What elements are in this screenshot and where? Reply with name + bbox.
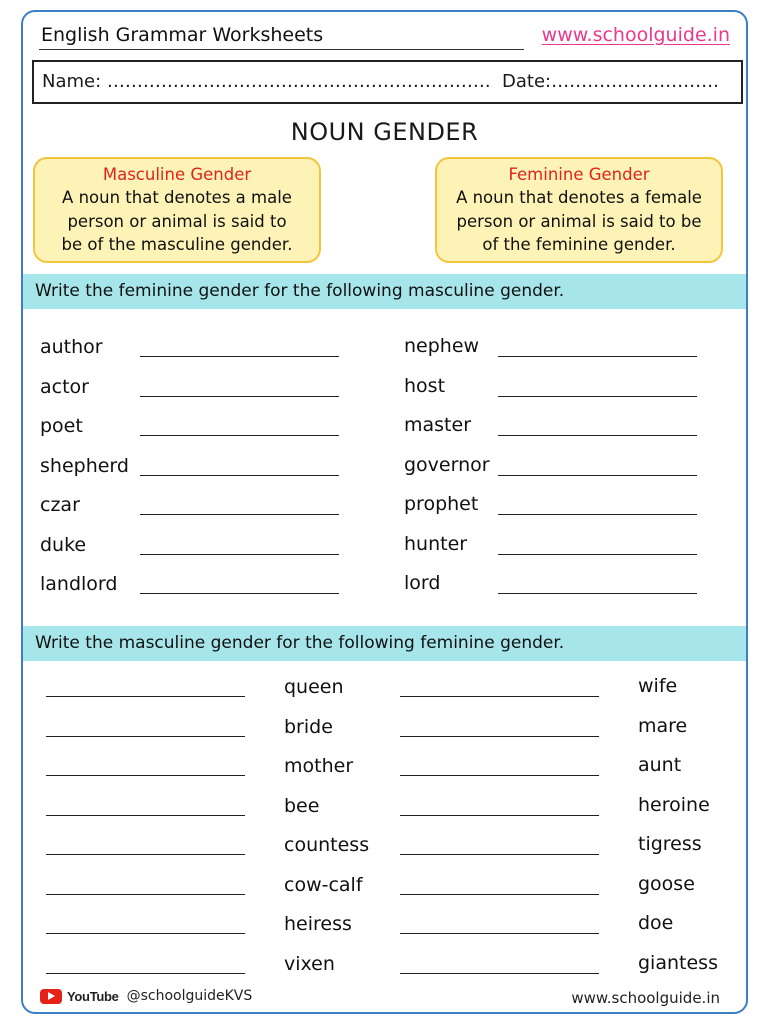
- masculine-word: nephew: [404, 335, 480, 357]
- masculine-answer-blank[interactable]: [400, 736, 599, 737]
- feminine-word: vixen: [284, 952, 335, 975]
- feminine-answer-blank[interactable]: [140, 593, 339, 594]
- masculine-answer-blank[interactable]: [46, 775, 245, 776]
- masculine-word: poet: [40, 415, 83, 437]
- masculine-heading: Masculine Gender: [102, 165, 252, 184]
- feminine-answer-blank[interactable]: [498, 435, 697, 436]
- masculine-definition-line: A noun that denotes a male: [62, 188, 292, 207]
- masculine-answer-blank[interactable]: [400, 854, 599, 855]
- masculine-word: host: [404, 374, 446, 397]
- feminine-answer-blank[interactable]: [140, 514, 339, 515]
- masculine-definition-line: person or animal is said to: [67, 211, 287, 231]
- feminine-word: doe: [638, 912, 674, 934]
- feminine-word: tigress: [638, 833, 702, 855]
- feminine-heading: Feminine Gender: [508, 165, 650, 184]
- feminine-answer-blank[interactable]: [498, 396, 697, 397]
- masculine-answer-blank[interactable]: [400, 815, 599, 816]
- youtube-handle: @schoolguideKVS: [126, 988, 253, 1004]
- masculine-answer-blank[interactable]: [46, 736, 245, 737]
- feminine-answer-blank[interactable]: [498, 514, 697, 515]
- header-website-link[interactable]: www.schoolguide.in: [541, 24, 730, 46]
- masculine-word: actor: [40, 375, 89, 398]
- name-date-box: [32, 60, 743, 104]
- masculine-word: czar: [40, 494, 80, 516]
- feminine-definition-line: A noun that denotes a female: [456, 188, 702, 207]
- feminine-answer-blank[interactable]: [140, 475, 339, 476]
- worksheet-frame: [21, 10, 748, 1014]
- youtube-channel[interactable]: [40, 988, 252, 1004]
- feminine-word: goose: [638, 872, 695, 895]
- header-underline: [39, 49, 524, 50]
- masculine-answer-blank[interactable]: [46, 973, 245, 974]
- feminine-answer-blank[interactable]: [140, 356, 339, 357]
- masculine-word: lord: [404, 572, 441, 594]
- feminine-answer-blank[interactable]: [498, 554, 697, 555]
- masculine-word: master: [404, 414, 472, 436]
- section1-instruction: Write the feminine gender for the following masculine gender.: [23, 274, 746, 309]
- masculine-definition-box: [33, 157, 321, 263]
- feminine-word: giantess: [638, 951, 718, 974]
- masculine-answer-blank[interactable]: [46, 815, 245, 816]
- feminine-word: heroine: [638, 793, 710, 816]
- masculine-word: duke: [40, 533, 87, 556]
- masculine-answer-blank[interactable]: [400, 775, 599, 776]
- date-field[interactable]: Date:……………………….: [502, 71, 719, 92]
- worksheet-series-title: English Grammar Worksheets: [41, 24, 324, 46]
- masculine-answer-blank[interactable]: [400, 894, 599, 895]
- masculine-answer-blank[interactable]: [400, 696, 599, 697]
- masculine-word: prophet: [404, 493, 479, 515]
- masculine-answer-blank[interactable]: [400, 933, 599, 934]
- feminine-word: countess: [284, 834, 370, 856]
- feminine-answer-blank[interactable]: [498, 593, 697, 594]
- feminine-answer-blank[interactable]: [140, 554, 339, 555]
- feminine-definition-box: [435, 157, 723, 263]
- feminine-answer-blank[interactable]: [498, 475, 697, 476]
- feminine-answer-blank[interactable]: [140, 435, 339, 436]
- feminine-definition-line: person or animal is said to be: [456, 211, 702, 231]
- feminine-word: mare: [638, 714, 688, 737]
- feminine-answer-blank[interactable]: [140, 396, 339, 397]
- youtube-play-icon: [40, 989, 62, 1004]
- feminine-word: queen: [284, 676, 344, 698]
- feminine-answer-blank[interactable]: [498, 356, 697, 357]
- feminine-word: bride: [284, 715, 333, 738]
- section2-instruction: Write the masculine gender for the following feminine gender.: [23, 626, 746, 661]
- feminine-word: heiress: [284, 913, 352, 935]
- masculine-word: landlord: [40, 573, 118, 595]
- feminine-word: wife: [638, 675, 678, 697]
- masculine-answer-blank[interactable]: [46, 933, 245, 934]
- feminine-word: aunt: [638, 754, 682, 776]
- masculine-word: author: [40, 336, 103, 358]
- masculine-word: shepherd: [40, 454, 129, 477]
- footer-website-link[interactable]: www.schoolguide.in: [571, 989, 720, 1007]
- feminine-word: mother: [284, 755, 354, 777]
- feminine-definition-line: of the feminine gender.: [482, 235, 676, 254]
- youtube-wordmark: YouTube: [67, 988, 119, 1004]
- page-title: NOUN GENDER: [290, 118, 479, 146]
- masculine-answer-blank[interactable]: [46, 894, 245, 895]
- masculine-answer-blank[interactable]: [400, 973, 599, 974]
- feminine-word: bee: [284, 794, 320, 817]
- name-field[interactable]: Name: ……………………………………………………….: [42, 71, 491, 92]
- masculine-word: hunter: [404, 532, 468, 555]
- masculine-answer-blank[interactable]: [46, 696, 245, 697]
- masculine-definition-line: be of the masculine gender.: [61, 235, 293, 254]
- masculine-answer-blank[interactable]: [46, 854, 245, 855]
- masculine-word: governor: [404, 453, 490, 476]
- feminine-word: cow-calf: [284, 873, 363, 896]
